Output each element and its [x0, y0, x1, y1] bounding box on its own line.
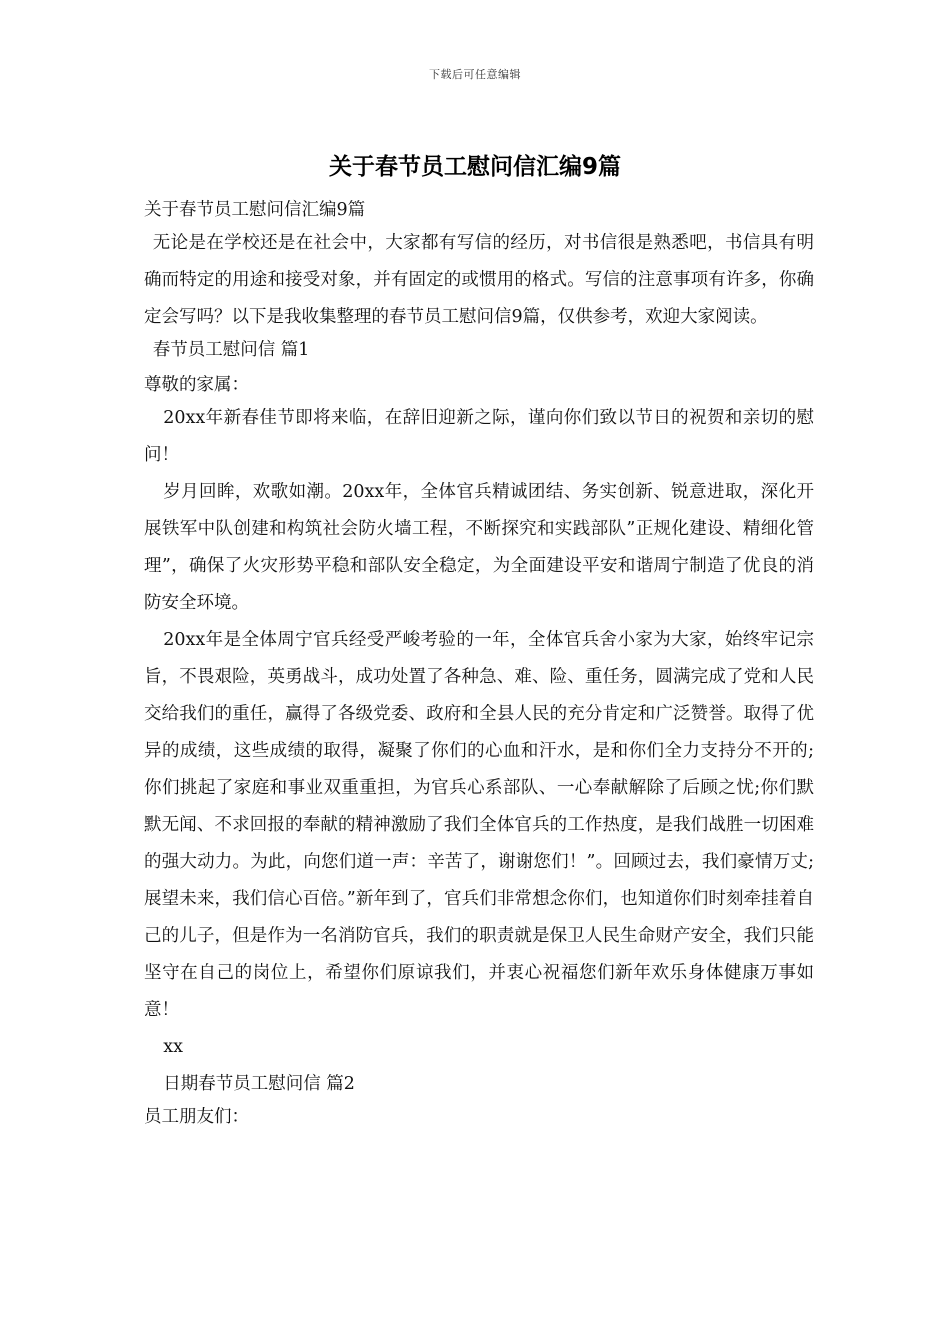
letter1-paragraph-2: 岁月回眸，欢歌如潮。20xx年，全体官兵精诚团结、务实创新、锐意进取，深化开展铁军中队创建和构筑社会防火墙工程，不断探究和实践部队”正规化建设、精细化管理”，确保了火灾形势平稳和部队安全稳定，为全面建设平安和谐周宁制造了优良的消防安全环境。 — [144, 482, 814, 613]
page-title: 关于春节员工慰问信汇编9篇 — [328, 154, 621, 180]
document-body — [144, 196, 814, 1132]
letter2-heading: 日期春节员工慰问信 篇2 — [163, 1074, 355, 1094]
letter1-heading: 春节员工慰问信 篇1 — [152, 340, 310, 360]
letter1-paragraph-1: 20xx年新春佳节即将来临，在辞旧迎新之际，谨向你们致以节日的祝贺和亲切的慰问！ — [144, 408, 814, 465]
letter1-signature: xx — [163, 1037, 183, 1057]
header-note: 下载后可任意编辑 — [429, 68, 521, 81]
letter1-salutation: 尊敬的家属： — [144, 375, 249, 395]
letter2-salutation: 员工朋友们： — [144, 1107, 249, 1127]
letter1-paragraph-3: 20xx年是全体周宁官兵经受严峻考验的一年，全体官兵舍小家为大家，始终牢记宗旨，不畏艰险，英勇战斗，成功处置了各种急、难、险、重任务，圆满完成了党和人民交给我们的重任，赢得了各级党委、政府和全县人民的充分肯定和广泛赞誉。取得了优异的成绩，这些成绩的取得，凝聚了你们的心血和汗水，是和你们全力支持分不开的;你们挑起了家庭和事业双重重担，为官兵心系部队、一心奉献解除了后顾之忧;你们默默无闻、不求回报的奉献的精神激励了我们全体官兵的工作热度，是我们战胜一切困难的强大动力。为此，向您们道一声：辛苦了，谢谢您们！”。回顾过去，我们豪情万丈;展望未来，我们信心百倍。”新年到了，官兵们非常想念你们，也知道你们时刻牵挂着自己的儿子，但是作为一名消防官兵，我们的职责就是保卫人民生命财产安全，我们只能坚守在自己的岗位上，希望你们原谅我们，并衷心祝福您们新年欢乐身体健康万事如意！ — [144, 630, 814, 1020]
document-subtitle: 关于春节员工慰问信汇编9篇 — [144, 200, 366, 220]
intro-paragraph: 无论是在学校还是在社会中，大家都有写信的经历，对书信很是熟悉吧，书信具有明确而特定的用途和接受对象，并有固定的或惯用的格式。写信的注意事项有许多，你确定会写吗？以下是我收集整理的春节员工慰问信9篇，仅供参考，欢迎大家阅读。 — [144, 233, 814, 327]
